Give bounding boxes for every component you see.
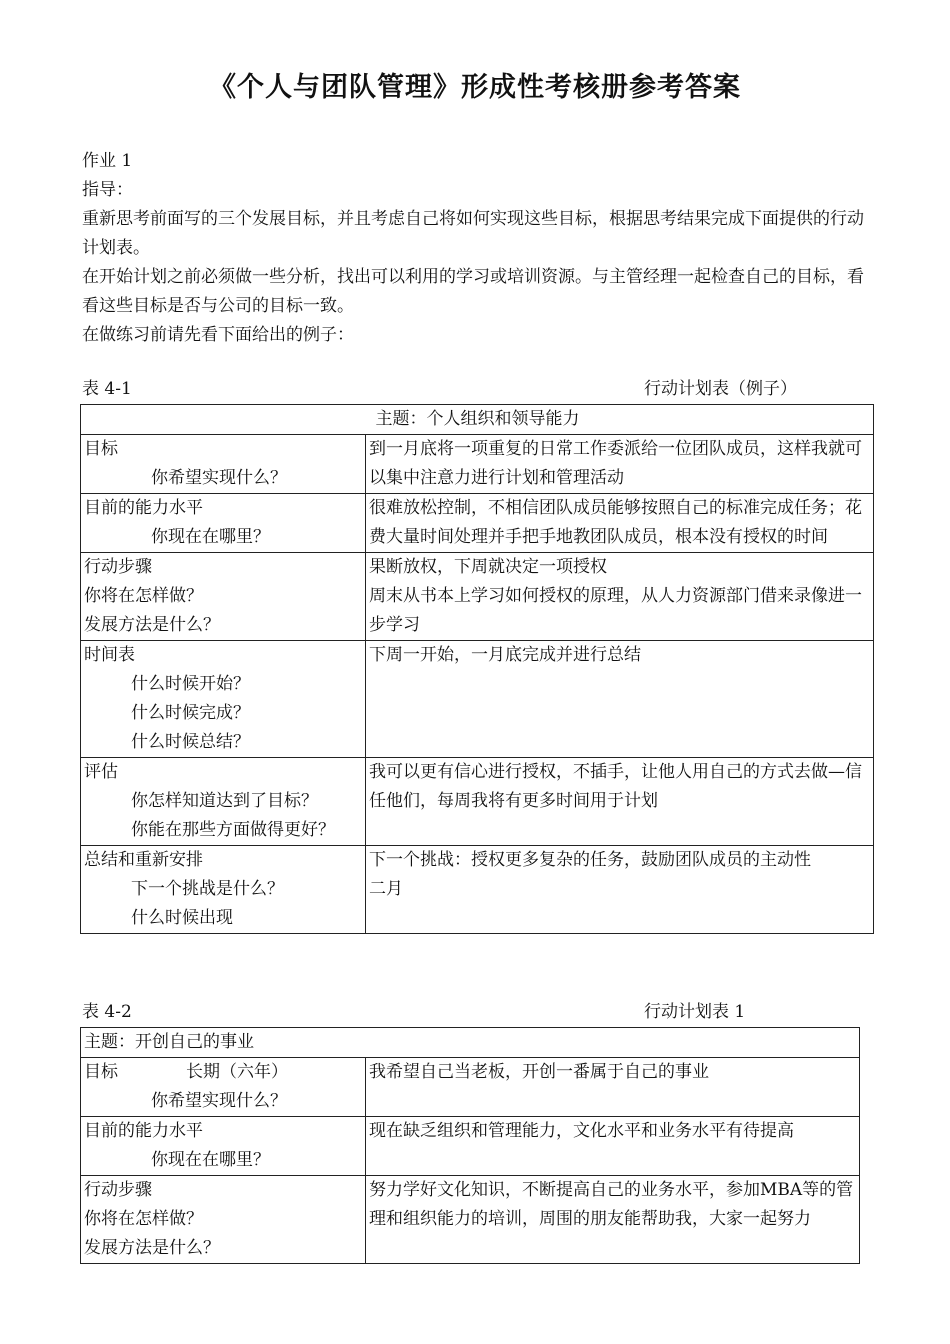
row-sub-question: 发展方法是什么？ <box>84 1238 220 1258</box>
row-label-cell <box>81 846 366 934</box>
row-label: 目前的能力水平 <box>84 1121 203 1141</box>
table-row <box>81 846 874 934</box>
row-content: 下一个挑战：授权更多复杂的任务，鼓励团队成员的主动性 <box>369 850 811 870</box>
guide-label: 指导： <box>82 180 133 200</box>
row-content: 果断放权，下周就决定一项授权 <box>369 557 607 577</box>
row-sub-question: 发展方法是什么？ <box>84 615 220 635</box>
row-sub-question: 你希望实现什么？ <box>151 1091 287 1111</box>
row-label-cell <box>81 1117 366 1176</box>
row-content-cell <box>366 435 874 494</box>
row-label-line <box>84 1058 363 1087</box>
row-label: 行动步骤 <box>84 557 152 577</box>
row-sub-question: 什么时候开始？ <box>131 674 250 694</box>
intro-paragraph-3: 在做练习前请先看下面给出的例子： <box>82 325 354 345</box>
row-label: 总结和重新安排 <box>84 850 203 870</box>
row-content-cell <box>366 846 874 934</box>
row-content-cell <box>366 1058 860 1117</box>
row-content-cell <box>366 758 874 846</box>
row-content-continued: 二月 <box>369 879 403 899</box>
table2-caption <box>82 998 872 1027</box>
row-sub-question: 下一个挑战是什么？ <box>131 879 284 899</box>
intro-section <box>82 147 878 350</box>
row-label: 行动步骤 <box>84 1180 152 1200</box>
row-label-cell <box>81 758 366 846</box>
table-row <box>81 1028 860 1058</box>
table-row <box>81 435 874 494</box>
row-content: 下周一开始，一月底完成并进行总结 <box>369 645 641 665</box>
row-content: 到一月底将一项重复的日常工作委派给一位团队成员，这样我就可以集中注意力进行计划和管理活动 <box>369 439 862 488</box>
assignment-heading: 作业 1 <box>82 151 133 171</box>
row-sub-question: 你希望实现什么？ <box>151 468 287 488</box>
row-content: 我可以更有信心进行授权，不插手，让他人用自己的方式去做—信任他们，每周我将有更多时间用于计划 <box>369 762 862 811</box>
row-label: 目标 <box>84 439 118 459</box>
document-title: 《个人与团队管理》形成性考核册参考答案 <box>209 72 741 103</box>
row-content: 现在缺乏组织和管理能力，文化水平和业务水平有待提高 <box>369 1121 794 1141</box>
row-label-extra: 长期（六年） <box>186 1062 288 1082</box>
row-label: 目标 <box>84 1062 118 1082</box>
row-label-cell <box>81 494 366 553</box>
table-row <box>81 641 874 758</box>
action-plan-table-example <box>80 404 874 934</box>
row-content-cell <box>366 1117 860 1176</box>
table1-number: 表 4-1 <box>82 379 132 399</box>
row-label-cell <box>81 641 366 758</box>
table2-number: 表 4-2 <box>82 1002 132 1022</box>
row-sub-question: 什么时候总结？ <box>131 732 250 752</box>
intro-paragraph-1: 重新思考前面写的三个发展目标，并且考虑自己将如何实现这些目标，根据思考结果完成下面提供的行动计划表。 <box>82 209 864 258</box>
table-row <box>81 758 874 846</box>
table1-caption-title: 行动计划表（例子） <box>644 379 797 399</box>
row-content: 我希望自己当老板，开创一番属于自己的事业 <box>369 1062 709 1082</box>
row-label-cell <box>81 553 366 641</box>
row-content-cell <box>366 1176 860 1264</box>
row-content: 很难放松控制，不相信团队成员能够按照自己的标准完成任务；花费大量时间处理并手把手地教团队成员，根本没有授权的时间 <box>369 498 862 547</box>
row-sub-question: 你现在在哪里？ <box>151 527 270 547</box>
row-sub-question: 你现在在哪里？ <box>151 1150 270 1170</box>
table2-theme: 主题：开创自己的事业 <box>81 1028 860 1058</box>
row-content-cell <box>366 494 874 553</box>
table1-caption <box>82 375 872 404</box>
row-label-cell <box>81 1058 366 1117</box>
table-row <box>81 1117 860 1176</box>
row-label-cell <box>81 435 366 494</box>
row-sub-question: 你怎样知道达到了目标？ <box>131 791 318 811</box>
table1-theme: 主题：个人组织和领导能力 <box>81 405 874 435</box>
row-label-cell <box>81 1176 366 1264</box>
row-label: 目前的能力水平 <box>84 498 203 518</box>
table-row <box>81 494 874 553</box>
row-label: 时间表 <box>84 645 135 665</box>
row-sub-question: 你将在怎样做？ <box>84 1209 203 1229</box>
row-content-cell <box>366 553 874 641</box>
row-label: 评估 <box>84 762 118 782</box>
intro-paragraph-2: 在开始计划之前必须做一些分析，找出可以利用的学习或培训资源。与主管经理一起检查自己的目标，看看这些目标是否与公司的目标一致。 <box>82 267 864 316</box>
row-content-cell <box>366 641 874 758</box>
table-row <box>81 1176 860 1264</box>
table2-caption-title: 行动计划表 1 <box>644 1002 746 1022</box>
row-content-continued: 周末从书本上学习如何授权的原理，从人力资源部门借来录像进一步学习 <box>369 586 862 635</box>
row-sub-question: 你将在怎样做？ <box>84 586 203 606</box>
action-plan-table-1 <box>80 1027 860 1264</box>
table-row <box>81 1058 860 1117</box>
table-row <box>81 553 874 641</box>
row-content: 努力学好文化知识，不断提高自己的业务水平，参加MBA等的管理和组织能力的培训，周围的朋友能帮助我，大家一起努力 <box>369 1180 854 1229</box>
table-row <box>81 405 874 435</box>
row-sub-question: 什么时候出现 <box>131 908 233 928</box>
row-sub-question: 什么时候完成？ <box>131 703 250 723</box>
row-sub-question: 你能在那些方面做得更好？ <box>131 820 335 840</box>
